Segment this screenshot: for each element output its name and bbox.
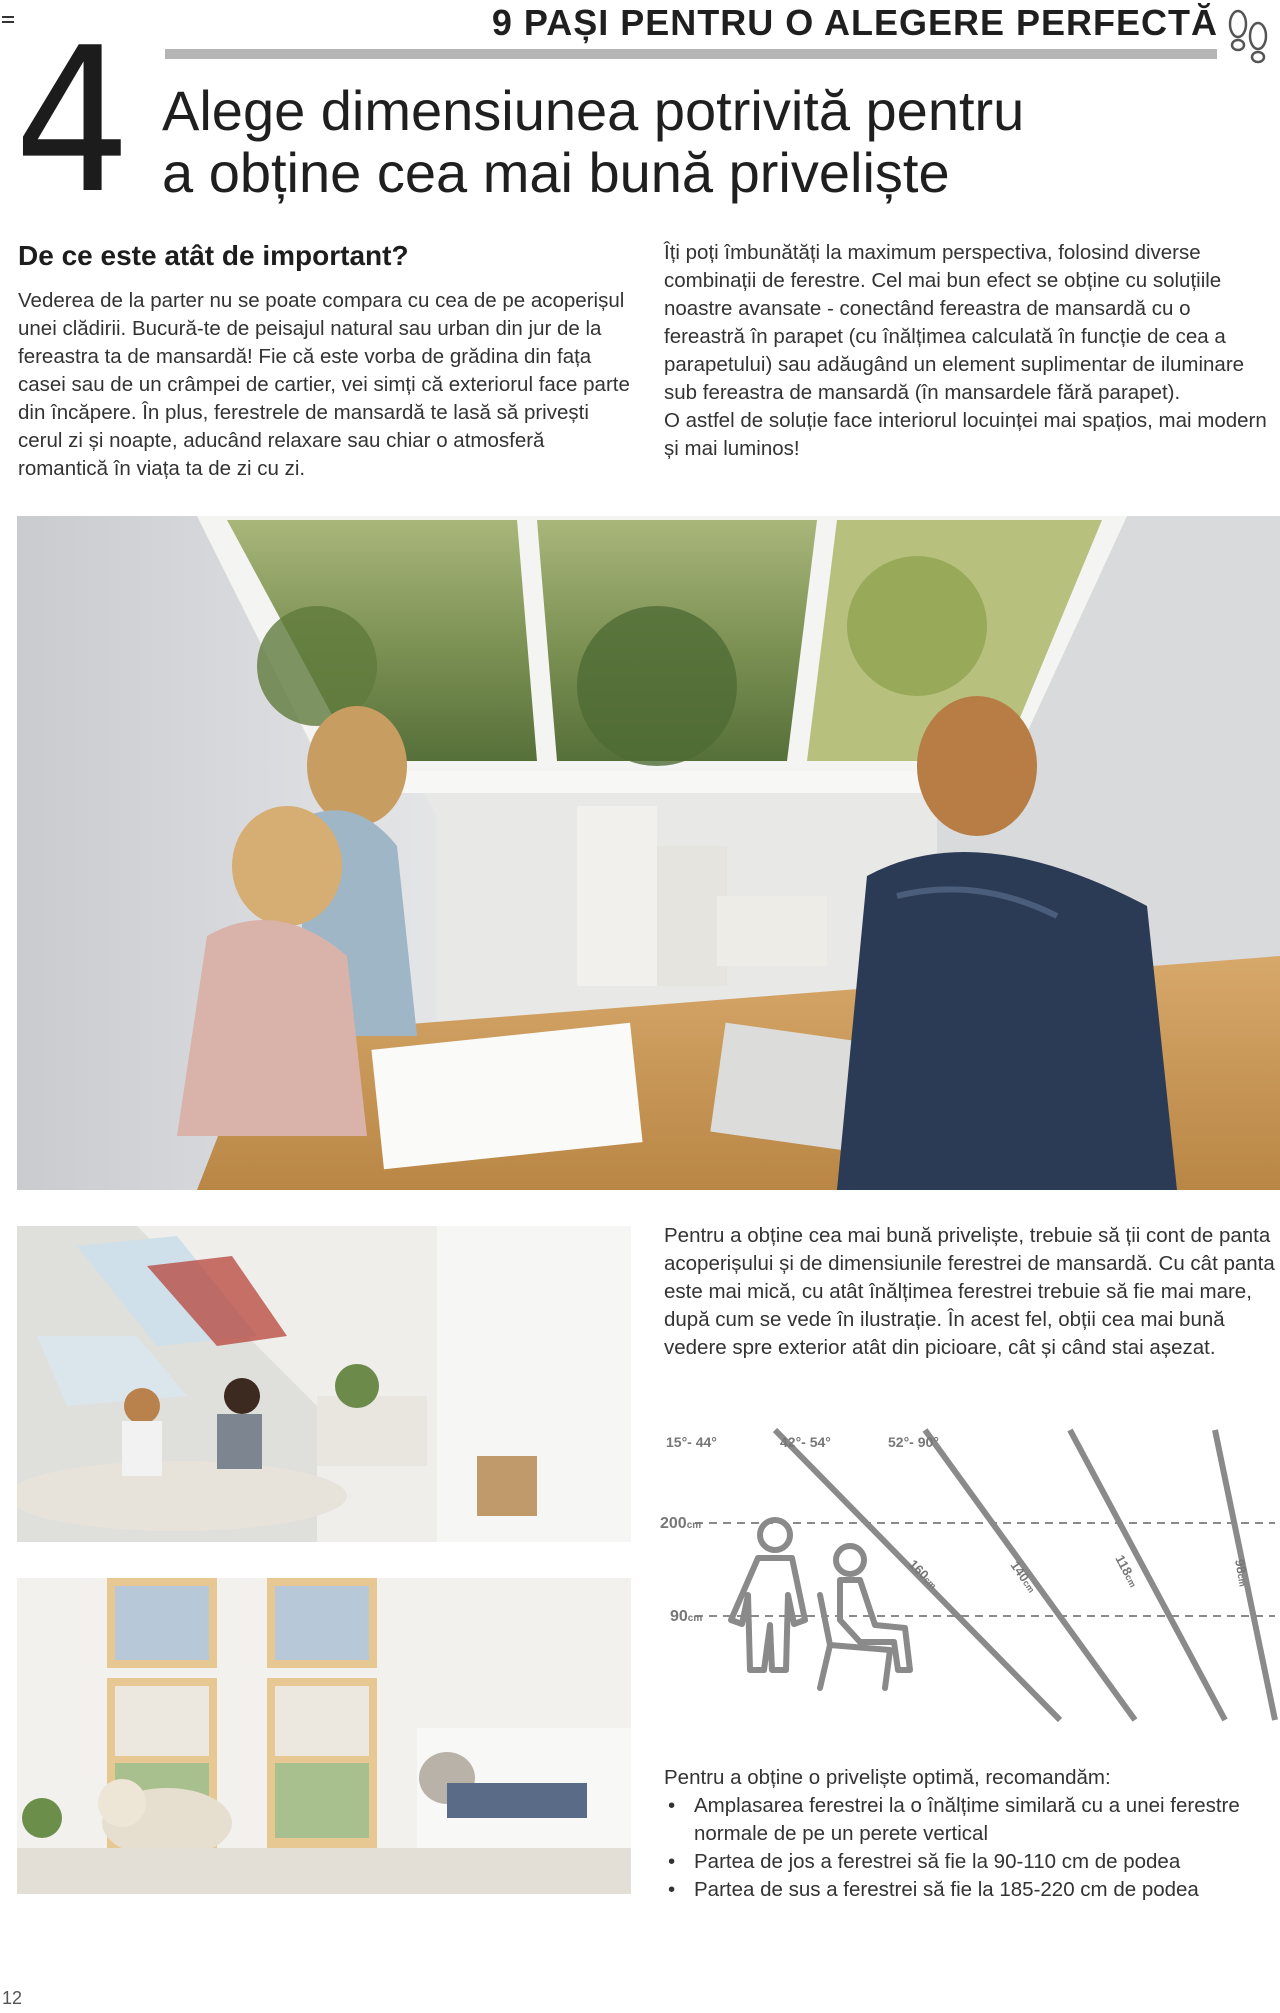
attic-playroom-photo [17, 1226, 631, 1542]
list-item: • Amplasarea ferestrei la o înălțime similară cu a unei ferestre normale de pe un perete vertical [664, 1792, 1276, 1848]
diagram-description: Pentru a obține cea mai bună priveliște, trebuie să ții cont de panta acoperișului și de dimensiunile ferestrei de mansardă. Cu cât panta este mai mică, cu atât înălțimea ferestrei trebuie să fie mai mare, după cum se vede în ilustrație. În acest fel, obții cea mai bună vedere spre exterior atât din picioare, cât și când stai așezat. [664, 1224, 1275, 1359]
right-paragraph-2: O astfel de soluție face interiorul locuinței mai spațios, mai modern și mai luminos! [664, 409, 1267, 460]
step-title [162, 80, 1242, 204]
angle-label-1: 15°- 44° [666, 1434, 717, 1450]
size-label-160: 160cm [905, 1556, 939, 1591]
step-title-line2: a obține cea mai bună priveliște [162, 141, 950, 204]
height-90-label: 90cm [670, 1608, 703, 1625]
step-title-line1: Alege dimensiunea potrivită pentru [162, 79, 1025, 142]
height-200-label: 200cm [660, 1515, 702, 1532]
header-title: 9 PAȘI PENTRU O ALEGERE PERFECTĂ [491, 2, 1218, 43]
corner-mark [2, 16, 14, 23]
page-number: 12 [2, 1988, 23, 2008]
recommendation-intro: Pentru a obține o priveliște optimă, recomandăm: [664, 1766, 1111, 1789]
angle-label-3: 52°- 90° [888, 1434, 939, 1450]
footprints-icon [1222, 4, 1274, 76]
list-item: • Partea de sus a ferestrei să fie la 185-220 cm de podea [664, 1876, 1276, 1904]
right-paragraph: Îți poți îmbunătăți la maximum perspectiva, folosind diverse combinații de ferestre. Cel mai bun efect se obține cu soluțiile noastre avansate - conectând fereastra de mansardă cu o fereastră în parapet (cu înălțimea calculată în funcție de cea a parapetului) sau adăugând un element suplimentar de iluminare sub fereastra de mansardă (în mansardele fără parapet). [664, 241, 1245, 404]
right-column [664, 239, 1276, 463]
window-size-diagram [660, 1420, 1280, 1730]
list-item: • Partea de jos a ferestrei să fie la 90-110 cm de podea [664, 1848, 1276, 1876]
roof-line-3 [1070, 1430, 1225, 1720]
attic-bedroom-photo [17, 1578, 631, 1894]
main-photo [17, 516, 1280, 1190]
recommendation-list [664, 1792, 1276, 1904]
standing-person-icon [731, 1520, 805, 1670]
section-subheading: De ce este atât de important? [18, 240, 409, 271]
left-paragraph: Vederea de la parter nu se poate compara cu cea de pe acoperișul unei clădirii. Bucură-te de peisajul natural sau urban din jur de la fereastra ta de mansardă! Fie că este vorba de grădina din fața casei sau de un crâmpei de cartier, vei simți că exteriorul face parte din încăpere. În plus, ferestrele de mansardă te lasă să privești cerul zi și noapte, aducând relaxare sau chiar o atmosferă romantică în viața ta de zi cu zi. [18, 289, 630, 480]
step-number: 4 [14, 5, 132, 238]
angle-label-2: 42°- 54° [780, 1434, 831, 1450]
header-divider [165, 49, 1217, 59]
size-label-118: 118cm [1112, 1552, 1139, 1589]
size-label-98: 98cm [1232, 1557, 1250, 1588]
size-label-140: 140cm [1007, 1558, 1037, 1595]
